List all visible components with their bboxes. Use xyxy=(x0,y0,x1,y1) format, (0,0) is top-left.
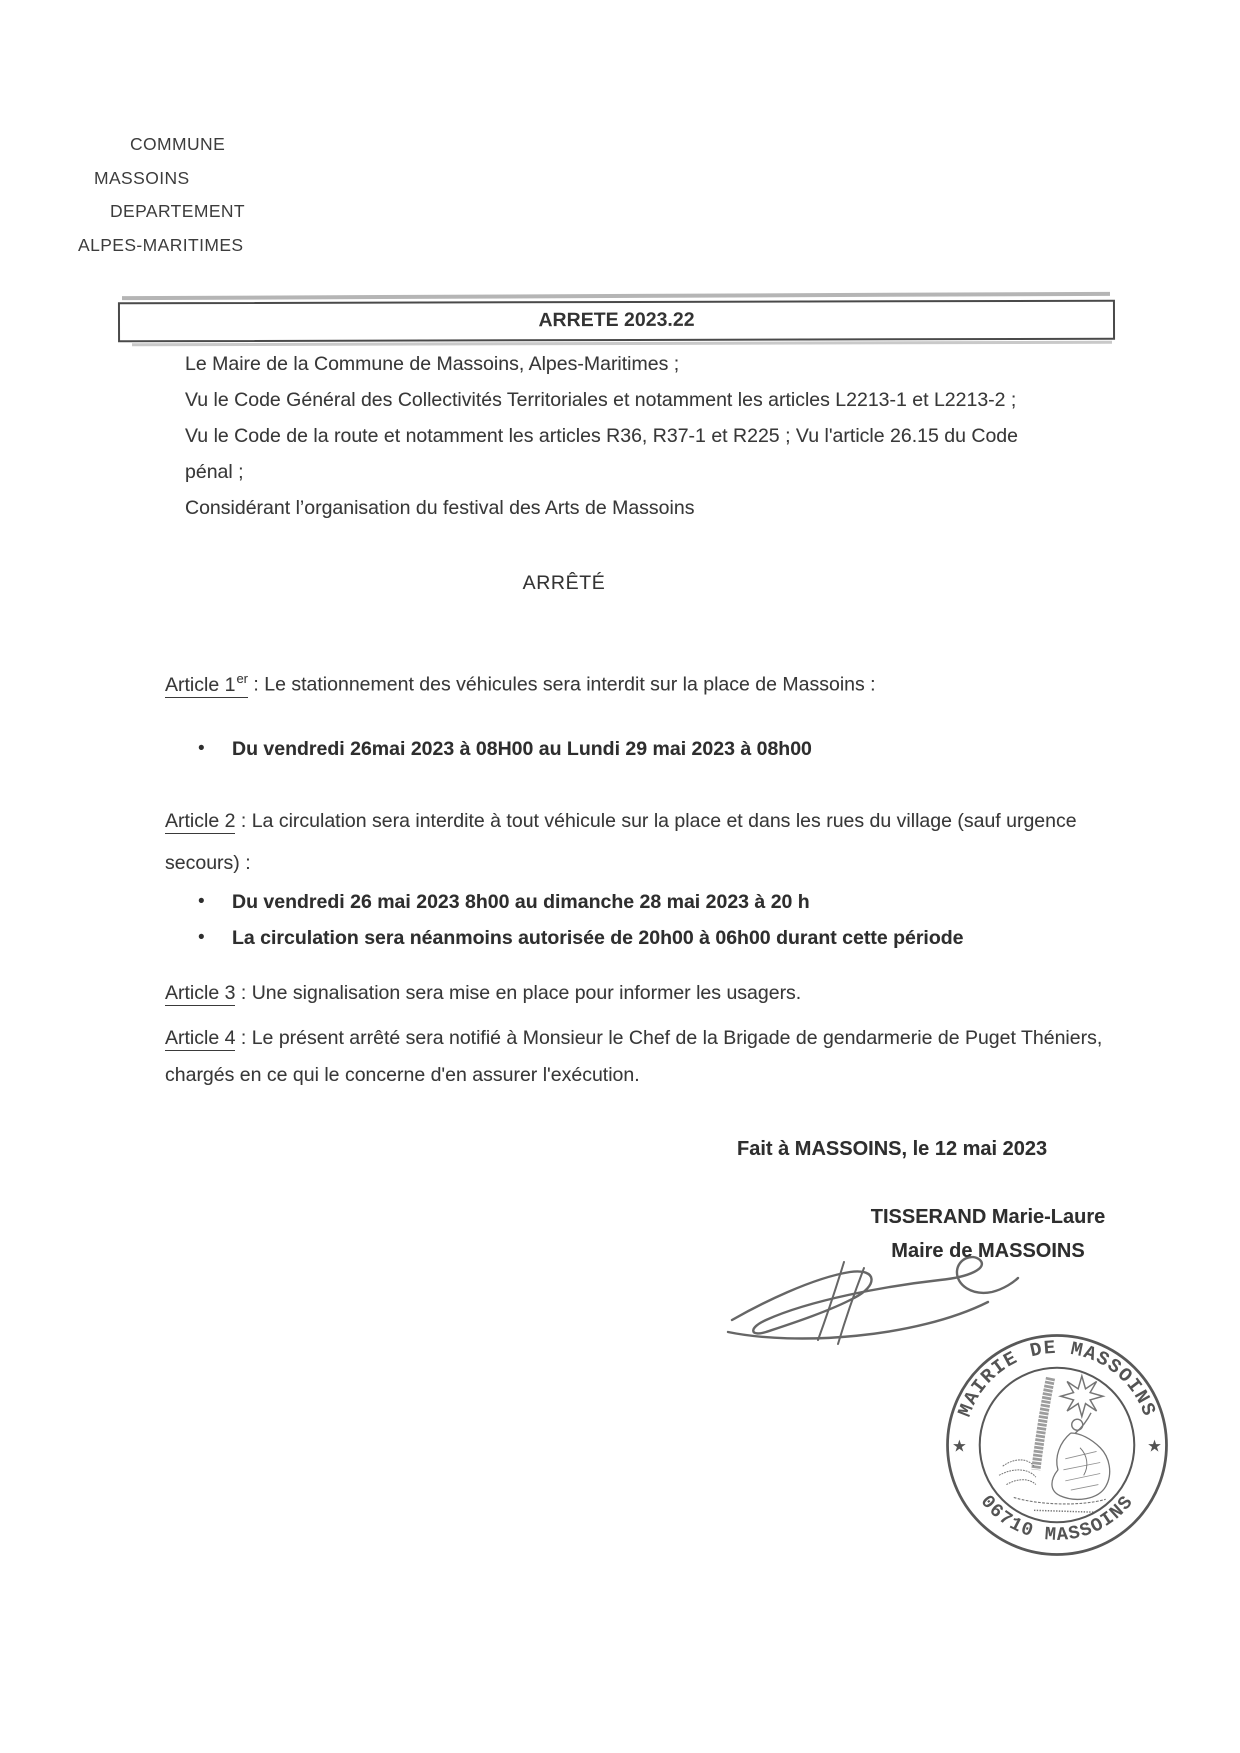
list-item xyxy=(198,920,1108,956)
preamble-line-considerant: Considérant l’organisation du festival des Arts de Massoins xyxy=(185,497,695,519)
article-4-label xyxy=(165,1027,235,1051)
signer-title: Maire de MASSOINS xyxy=(891,1240,1085,1262)
article-1-bullet-list xyxy=(198,731,1108,767)
stamp-bottom-text: 06710 MASSOINS xyxy=(975,1490,1139,1547)
scan-artifact-line xyxy=(122,292,1110,300)
article-1-label-text: Article 1 xyxy=(165,673,236,696)
preamble-line-maire: Le Maire de la Commune de Massoins, Alpes-Maritimes ; xyxy=(185,353,680,375)
bullet-icon: • xyxy=(198,738,205,759)
bullet-text: La circulation sera néanmoins autorisée de 20h00 à 06h00 durant cette période xyxy=(232,927,964,949)
preamble-line-cgct: Vu le Code Général des Collectivités Territoriales et notamment les articles L2213-1 et L2213-2 ; xyxy=(185,389,1017,411)
figure-hatching xyxy=(1063,1451,1100,1490)
article-3-label-text: Article 3 xyxy=(165,982,236,1004)
svg-text:MAIRIE DE MASSOINS xyxy=(954,1337,1160,1420)
article-1-label-sup: er xyxy=(236,671,249,686)
letterhead-line-departement: DEPARTEMENT xyxy=(110,201,246,221)
article-2 xyxy=(165,800,1117,884)
star-burst-icon xyxy=(1061,1376,1103,1416)
letterhead-line-massoins: MASSOINS xyxy=(94,167,190,188)
signer-name: TISSERAND Marie-Laure xyxy=(870,1206,1106,1228)
stamp-inner-circle xyxy=(980,1368,1135,1523)
preamble xyxy=(185,346,1018,526)
article-1 xyxy=(165,660,1117,704)
title-box xyxy=(118,300,1115,343)
bullet-icon: • xyxy=(198,891,205,912)
signature-stroke xyxy=(818,1262,864,1344)
stamp-top-text: MAIRIE DE MASSOINS xyxy=(953,1336,1161,1420)
figure-foliage xyxy=(999,1460,1036,1485)
place-and-date: Fait à MASSOINS, le 12 mai 2023 xyxy=(737,1138,1048,1160)
article-3 xyxy=(165,974,1117,1012)
document-title: ARRETE 2023.22 xyxy=(538,308,695,332)
bullet-text: Du vendredi 26 mai 2023 8h00 au dimanche 28 mai 2023 à 20 h xyxy=(232,891,810,913)
figure-microtext xyxy=(1034,1510,1094,1512)
signature-stroke xyxy=(732,1257,1018,1333)
figure-head xyxy=(1072,1419,1083,1430)
article-1-text: : Le stationnement des véhicules sera interdit sur la place de Massoins : xyxy=(248,673,876,696)
list-item xyxy=(198,884,1108,920)
letterhead-line-alpes-maritimes: ALPES-MARITIMES xyxy=(78,234,244,255)
article-4-text: : Le présent arrêté sera notifié à Monsieur le Chef de la Brigade de gendarmerie de Puget Théniers, chargés en ce qui le concerne d'en assurer l'exécution. xyxy=(165,1027,1103,1086)
article-3-text: : Une signalisation sera mise en place pour informer les usagers. xyxy=(235,982,802,1004)
preamble-line-code-route: Vu le Code de la route et notamment les articles R36, R37-1 et R225 ; Vu l'article 26.15 du Code pénal ; xyxy=(185,425,1018,483)
article-2-label xyxy=(165,810,235,834)
article-2-text: : La circulation sera interdite à tout véhicule sur la place et dans les rues du village (sauf urgence secours) : xyxy=(165,810,1077,874)
article-4 xyxy=(165,1020,1117,1094)
decree-heading: ARRÊTÉ xyxy=(522,572,606,594)
article-1-label xyxy=(165,671,249,698)
figure-arm xyxy=(1075,1413,1091,1433)
article-2-label-text: Article 2 xyxy=(165,810,236,832)
municipal-stamp xyxy=(942,1330,1172,1560)
stamp-center-figure xyxy=(999,1376,1110,1512)
bullet-icon: • xyxy=(198,927,205,948)
article-3-label xyxy=(165,982,235,1006)
article-4-label-text: Article 4 xyxy=(165,1027,236,1049)
letterhead-line-commune: COMMUNE xyxy=(130,134,226,154)
figure-column xyxy=(1036,1378,1051,1470)
letterhead xyxy=(78,128,245,262)
bullet-text: Du vendredi 26mai 2023 à 08H00 au Lundi 29 mai 2023 à 08h00 xyxy=(232,738,812,760)
figure-drape xyxy=(1080,1448,1087,1476)
stamp-star-left-icon: ★ xyxy=(952,1436,967,1456)
list-item xyxy=(198,731,1108,767)
stamp-star-right-icon: ★ xyxy=(1147,1436,1162,1456)
article-2-bullet-list xyxy=(198,884,1108,956)
figure-ground xyxy=(1014,1497,1106,1504)
